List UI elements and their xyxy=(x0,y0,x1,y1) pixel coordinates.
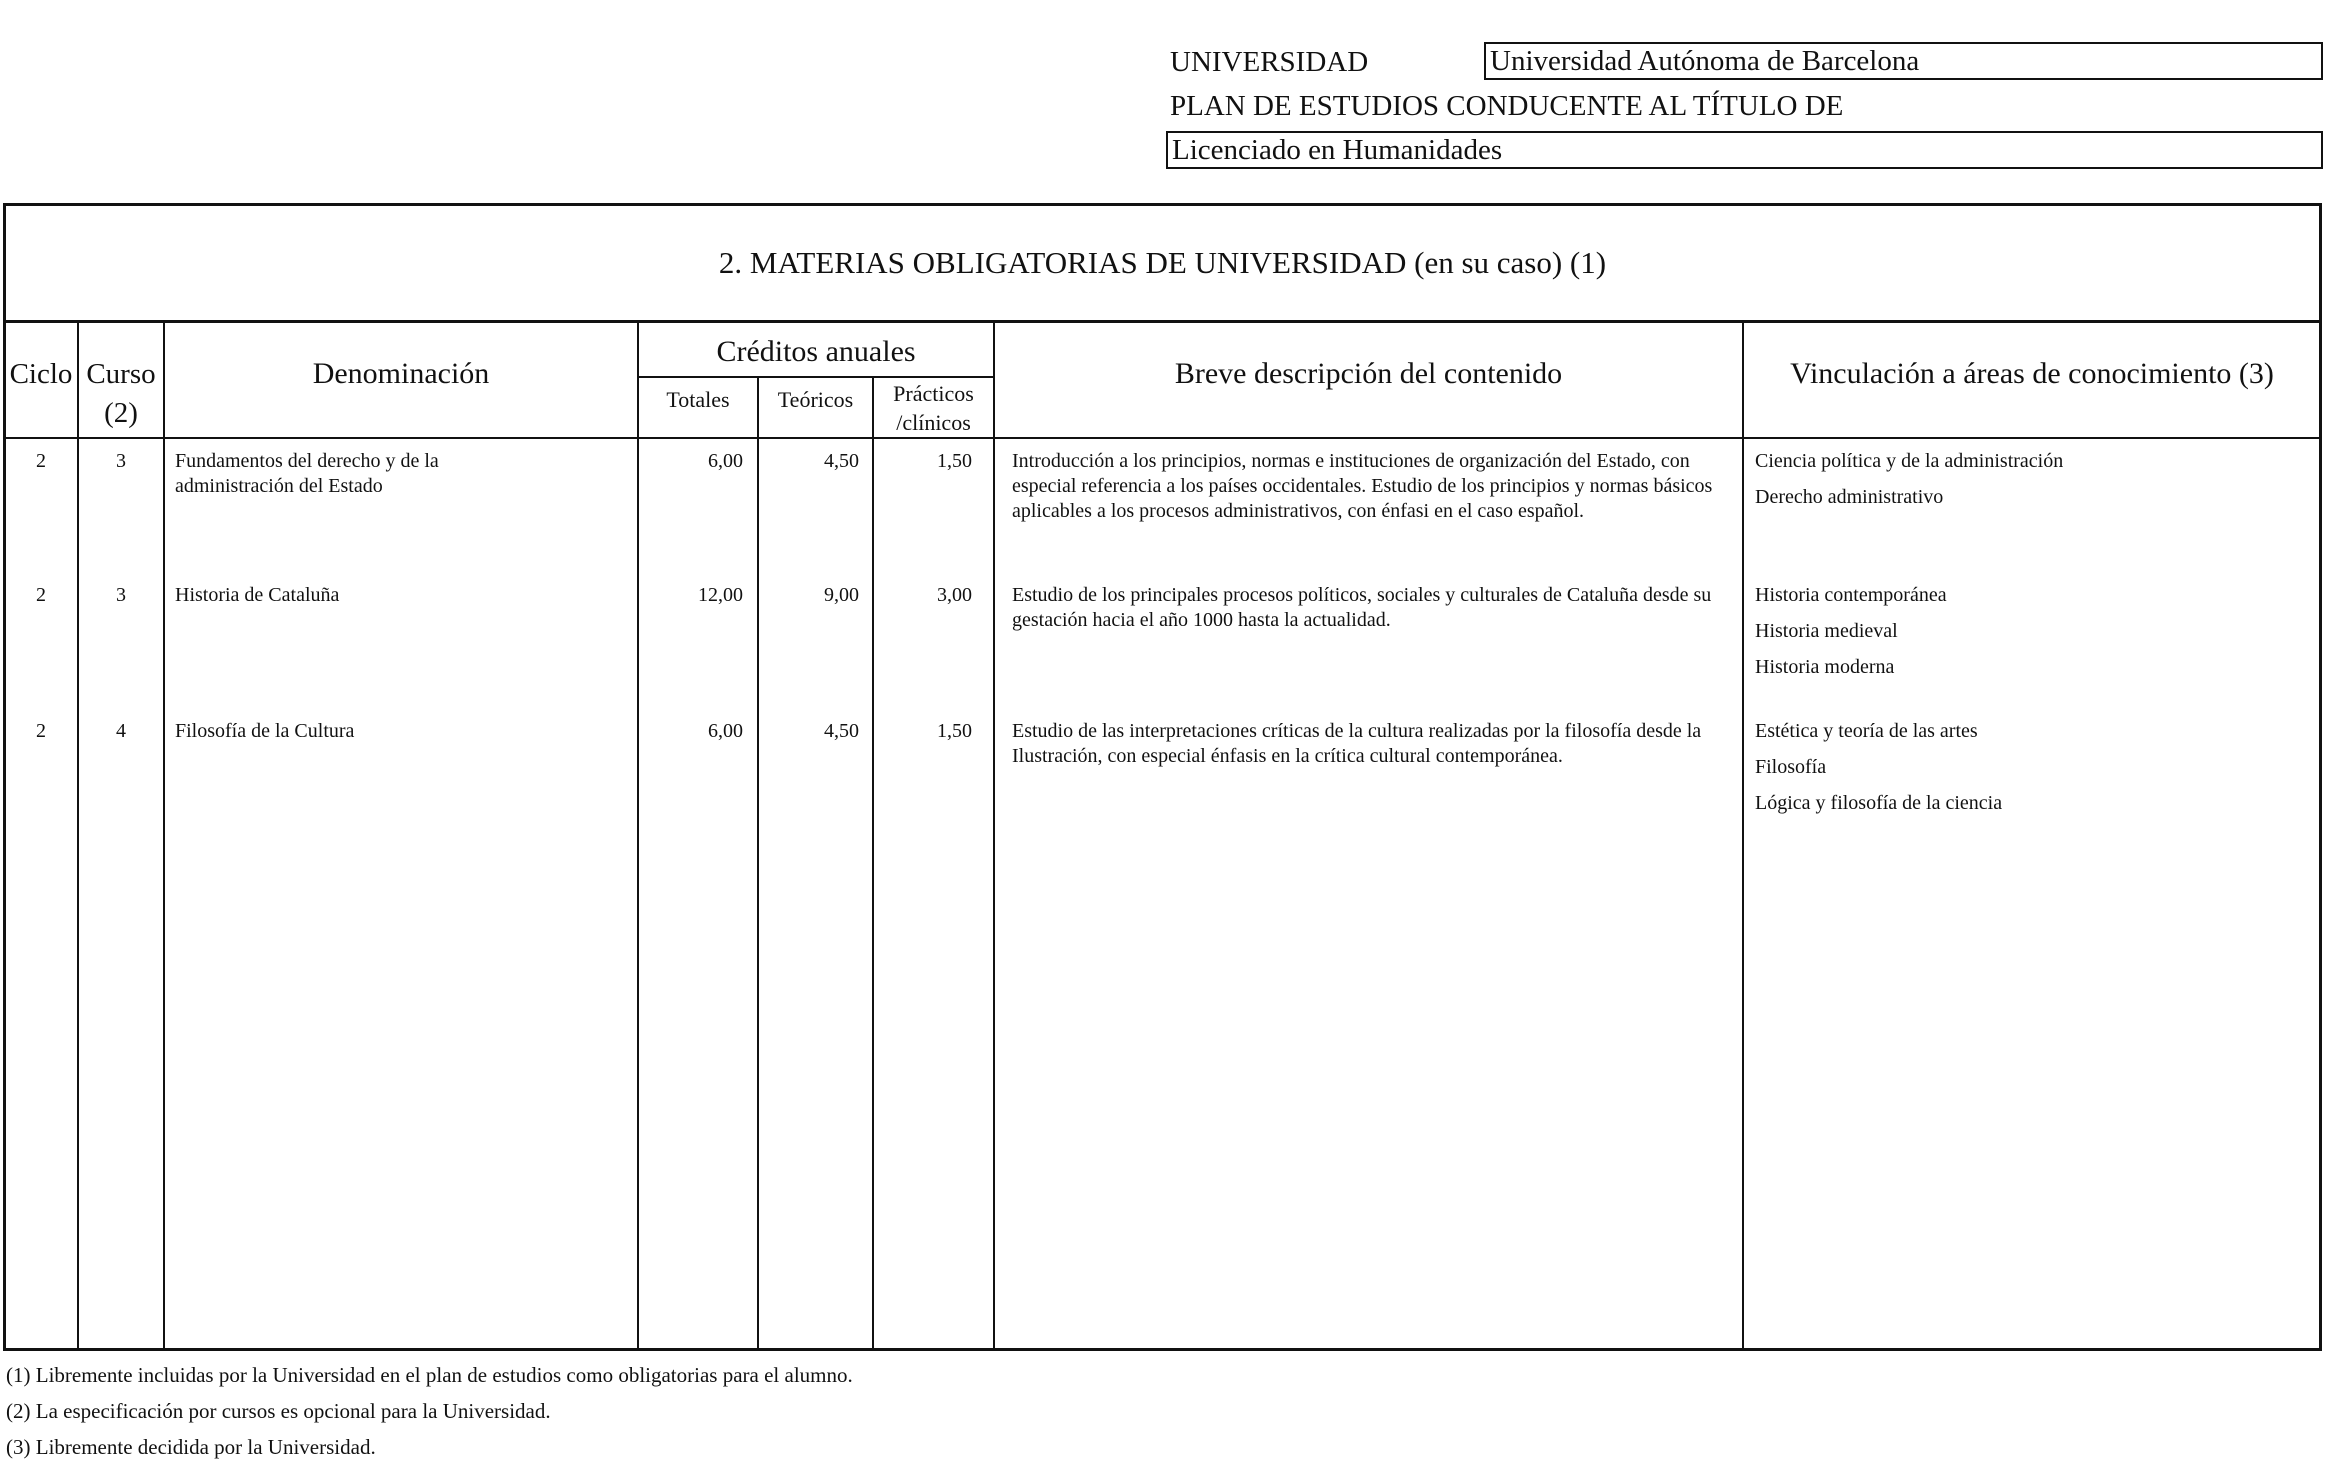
row-totales: 6,00 xyxy=(708,450,743,472)
col-divider-practicos xyxy=(993,323,995,1350)
row-ciclo: 2 xyxy=(36,720,46,742)
area-item: Historia moderna xyxy=(1755,656,1895,678)
row-denominacion: Historia de Cataluña xyxy=(175,584,340,606)
row-curso: 3 xyxy=(116,450,126,472)
col-header-curso: Curso xyxy=(86,358,156,390)
area-item: Lógica y filosofía de la ciencia xyxy=(1755,792,2003,814)
row-practicos: 3,00 xyxy=(937,584,972,606)
area-item: Estética y teoría de las artes xyxy=(1755,720,1978,742)
footnote-2: (2) La especificación por cursos es opcional para la Universidad. xyxy=(6,1399,551,1423)
row-teoricos: 9,00 xyxy=(824,584,859,606)
titulo-field: Licenciado en Humanidades xyxy=(1166,131,2323,169)
col-header-vinculacion: Vinculación a áreas de conocimiento (3) xyxy=(1790,357,2274,390)
footnote-1: (1) Libremente incluidas por la Universidad en el plan de estudios como obligatorias para el alumno. xyxy=(6,1363,853,1387)
col-header-denominacion: Denominación xyxy=(312,357,490,390)
row-descripcion: Introducción a los principios, normas e instituciones de organización del Estado, con especial referencia a los países occidentales. Estudio de los principios y normas básicos aplicables a los procesos administrativos, con énfasi en el caso español. xyxy=(1012,450,1713,522)
col-header-totales: Totales xyxy=(666,387,730,412)
row-ciclo: 2 xyxy=(36,584,46,606)
row-areas xyxy=(1755,583,2315,691)
col-divider-denominacion xyxy=(637,323,639,1350)
row-curso: 3 xyxy=(116,584,126,606)
table-title xyxy=(6,206,2319,323)
col-divider-teoricos xyxy=(872,376,874,1350)
area-item: Ciencia política y de la administración xyxy=(1755,450,2064,472)
row-teoricos: 4,50 xyxy=(824,720,859,742)
row-areas xyxy=(1755,449,2315,521)
row-areas xyxy=(1755,719,2315,827)
col-divider-totales xyxy=(757,376,759,1350)
area-item: Filosofía xyxy=(1755,756,1827,778)
row-teoricos: 4,50 xyxy=(824,450,859,472)
col-header-practicos: Prácticos xyxy=(893,381,974,406)
row-denominacion: Filosofía de la Cultura xyxy=(175,720,355,742)
row-totales: 6,00 xyxy=(708,720,743,742)
plan-label: PLAN DE ESTUDIOS CONDUCENTE AL TÍTULO DE xyxy=(1170,90,1844,122)
universidad-label: UNIVERSIDAD xyxy=(1170,46,1369,78)
col-header-ciclo: Ciclo xyxy=(9,358,73,390)
header-divider xyxy=(3,437,2322,439)
row-descripcion: Estudio de las interpretaciones críticas de la cultura realizadas por la filosofía desde la Ilustración, con especial énfasis en la crítica cultural contemporánea. xyxy=(1012,720,1702,767)
creditos-divider xyxy=(639,376,994,378)
col-divider-descripcion xyxy=(1742,323,1744,1350)
area-item: Derecho administrativo xyxy=(1755,486,1944,508)
row-practicos: 1,50 xyxy=(937,450,972,472)
row-descripcion: Estudio de los principales procesos políticos, sociales y culturales de Cataluña desde su gestación hacia el año 1000 hasta la actualidad. xyxy=(1012,584,1712,631)
col-divider-ciclo xyxy=(77,323,79,1350)
row-ciclo: 2 xyxy=(36,450,46,472)
area-item: Historia contemporánea xyxy=(1755,584,1947,606)
table-title-text: 2. MATERIAS OBLIGATORIAS DE UNIVERSIDAD (en su caso) (1) xyxy=(718,245,1607,280)
row-practicos: 1,50 xyxy=(937,720,972,742)
col-header-clinicos: /clínicos xyxy=(896,410,971,435)
row-curso: 4 xyxy=(116,720,126,742)
row-denominacion: Fundamentos del derecho y de la administración del Estado xyxy=(175,450,439,497)
row-totales: 12,00 xyxy=(698,584,743,606)
area-item: Historia medieval xyxy=(1755,620,1898,642)
footnote-3: (3) Libremente decidida por la Universidad. xyxy=(6,1435,376,1459)
col-header-teoricos: Teóricos xyxy=(777,387,854,412)
col-divider-curso xyxy=(163,323,165,1350)
col-header-descripcion: Breve descripción del contenido xyxy=(1174,357,1563,390)
universidad-field: Universidad Autónoma de Barcelona xyxy=(1484,42,2323,80)
col-header-curso-note: (2) xyxy=(104,397,138,429)
col-header-creditos: Créditos anuales xyxy=(716,335,916,368)
